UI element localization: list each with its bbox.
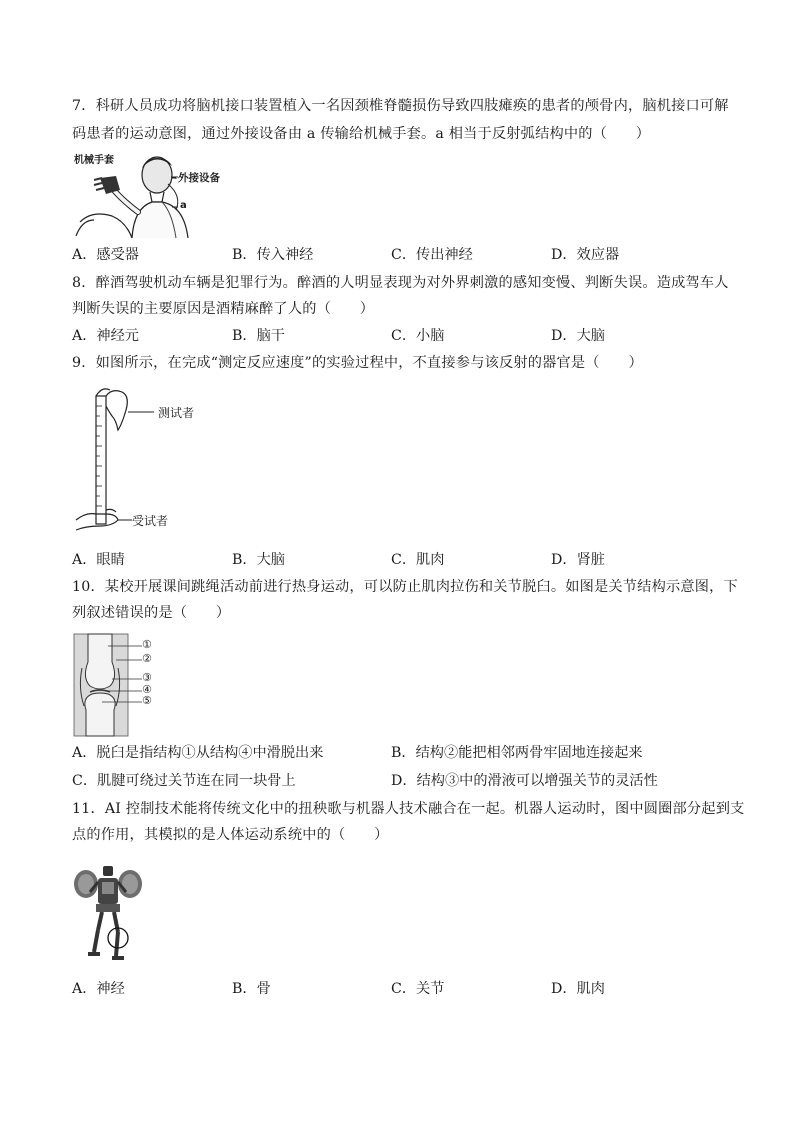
q10-option-c[interactable]: C．肌腱可绕过关节连在同一块骨上 [72,773,296,789]
q7-option-a[interactable]: A．感受器 [72,247,139,263]
q7-stem-line2: 码患者的运动意图，通过外接设备由 a 传输给机械手套。a 相当于反射弧结构中的（ ） [72,126,651,142]
q7-stem-line1: 7．科研人员成功将脑机接口装置植入一名因颈椎脊髓损伤导致四肢瘫痪的患者的颅骨内，脑机接口可解 [72,98,729,114]
q8-option-a[interactable]: A．神经元 [72,328,139,344]
q7-label-glove: 机械手套 [74,155,114,166]
q9-option-c[interactable]: C．肌肉 [391,552,445,568]
q8-option-b[interactable]: B．脑干 [232,328,285,344]
q11-option-b[interactable]: B．骨 [232,981,271,997]
q10-label-3: ③ [142,671,152,684]
q9-option-d[interactable]: D．肾脏 [551,552,605,568]
q11-option-a[interactable]: A．神经 [72,981,125,997]
q11-option-d[interactable]: D．肌肉 [551,981,605,997]
q7-label-device: 外接设备 [178,172,220,184]
q10-option-d[interactable]: D．结构③中的滑液可以增强关节的灵活性 [391,773,658,789]
q8-stem-line2: 判断失误的主要原因是酒精麻醉了人的（ ） [72,301,375,317]
q10-stem-line2: 列叙述错误的是（ ） [72,605,231,621]
q11-figure-robot [72,862,152,970]
q7-label-a: a [180,200,187,211]
q7-option-d[interactable]: D．效应器 [551,247,620,263]
q8-option-c[interactable]: C．小脑 [391,328,445,344]
q10-label-2: ② [142,652,152,665]
q7-option-b[interactable]: B．传入神经 [232,247,314,263]
q10-label-1: ① [142,638,152,651]
q10-option-a[interactable]: A．脱臼是指结构①从结构④中滑脱出来 [72,745,324,761]
q9-option-a[interactable]: A．眼睛 [72,552,125,568]
q9-label-tester: 测试者 [158,406,195,420]
q7-figure-brain-machine-interface [72,150,242,240]
q10-figure-joint-structure [72,632,162,738]
q9-label-subject: 受试者 [132,514,169,528]
q9-option-b[interactable]: B．大脑 [232,552,285,568]
q10-stem-line1: 10．某校开展课间跳绳活动前进行热身运动，可以防止肌肉拉伤和关节脱臼。如图是关节结构示意图，下 [72,579,738,595]
q11-figure-illustration [72,862,152,970]
q7-option-c[interactable]: C．传出神经 [391,247,473,263]
q11-stem-line2: 点的作用，其模拟的是人体运动系统中的（ ） [72,827,389,843]
q11-option-c[interactable]: C．关节 [391,981,445,997]
q9-stem-line1: 9．如图所示，在完成“测定反应速度”的实验过程中，不直接参与该反射的器官是（ ） [72,355,643,371]
q10-label-4: ④ [142,683,152,696]
q10-label-5: ⑤ [142,694,152,707]
q8-stem-line1: 8．醉酒驾驶机动车辆是犯罪行为。醉酒的人明显表现为对外界刺激的感知变慢、判断失误。造成驾车人 [72,275,729,291]
q8-option-d[interactable]: D．大脑 [551,328,605,344]
q11-stem-line1: 11．AI 控制技术能将传统文化中的扭秧歌与机器人技术融合在一起。机器人运动时，图中圆圈部分起到支 [72,801,745,817]
q9-figure-reaction-test [72,380,232,540]
q10-option-b[interactable]: B．结构②能把相邻两骨牢固地连接起来 [391,745,643,761]
